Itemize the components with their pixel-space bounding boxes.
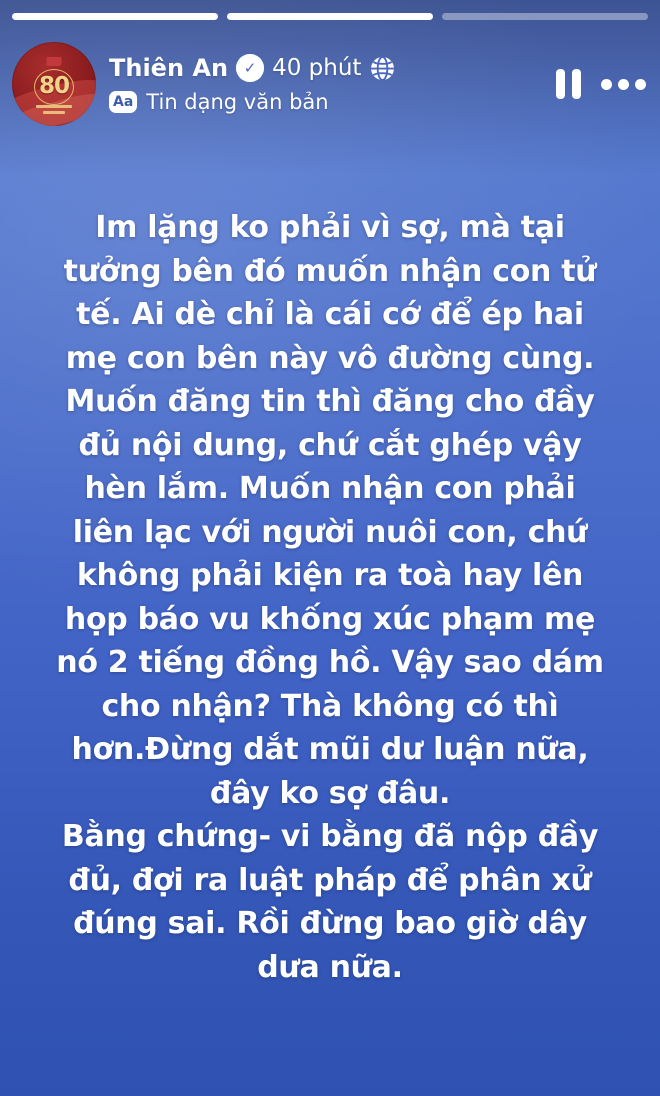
timestamp: 40 phút xyxy=(272,55,362,81)
text-format-icon: Aa xyxy=(109,91,137,113)
globe-icon xyxy=(370,56,395,81)
avatar[interactable] xyxy=(12,42,96,126)
subtitle-row xyxy=(109,90,543,114)
story-format-label: Tin dạng văn bản xyxy=(146,90,329,114)
story-text-line: dưa nữa. xyxy=(257,949,403,985)
story-text xyxy=(18,206,642,989)
story-text-line: Im lặng ko phải vì sợ, mà tại xyxy=(95,210,565,245)
story-controls xyxy=(556,69,648,99)
header-text-block xyxy=(109,54,543,114)
story-text-line: mẹ con bên này vô đường cùng. xyxy=(65,340,595,376)
story-text-line: hèn lắm. Muốn nhận con phải xyxy=(84,471,576,506)
ellipsis-icon xyxy=(618,79,629,90)
progress-segment-2[interactable] xyxy=(227,13,433,20)
story-text-line: hơn.Đừng dắt mũi dư luận nữa, xyxy=(71,732,589,767)
story-text-line: đây ko sợ đâu. xyxy=(209,775,451,811)
story-progress-bar xyxy=(12,13,648,20)
pause-icon xyxy=(556,69,565,99)
story-text-line: Muốn đăng tin thì đăng cho đầy xyxy=(65,384,595,419)
ellipsis-icon xyxy=(635,79,646,90)
story-text-line: họp báo vu khống xúc phạm mẹ xyxy=(64,601,596,637)
story-text-line: không phải kiện ra toà hay lên xyxy=(76,558,584,593)
progress-segment-3[interactable] xyxy=(442,13,648,20)
more-options-button[interactable] xyxy=(601,79,646,90)
verified-badge-icon: ✓ xyxy=(237,55,263,81)
story-text-line: đủ, đợi ra luật pháp để phân xử xyxy=(68,862,592,898)
avatar-small-text-decoration xyxy=(36,105,72,108)
avatar-logo-text: 80 xyxy=(38,73,70,99)
username[interactable]: Thiên An xyxy=(109,54,229,82)
pause-icon xyxy=(572,69,581,99)
progress-segment-1[interactable] xyxy=(12,13,218,20)
story-text-line: Bằng chứng- vi bằng đã nộp đầy xyxy=(61,819,599,854)
story-text-line: tưởng bên đó muốn nhận con tử xyxy=(63,253,597,289)
avatar-small-text-decoration-2 xyxy=(43,111,65,114)
ellipsis-icon xyxy=(601,79,612,90)
avatar-flag-decoration xyxy=(47,57,62,66)
story-text-line: liên lạc với người nuôi con, chứ xyxy=(72,514,588,550)
story-text-line: tế. Ai dè chỉ là cái cớ để ép hai xyxy=(76,297,584,332)
pause-button[interactable] xyxy=(556,69,581,99)
story-text-line: cho nhận? Thà không có thì xyxy=(101,688,559,724)
story-text-line: đúng sai. Rồi đừng bao giờ dây xyxy=(73,906,587,941)
story-text-line: nó 2 tiếng đồng hồ. Vậy sao dám xyxy=(56,645,604,680)
story-header xyxy=(12,42,648,126)
story-text-line: đủ nội dung, chứ cắt ghép vậy xyxy=(78,427,582,463)
name-row xyxy=(109,54,543,82)
